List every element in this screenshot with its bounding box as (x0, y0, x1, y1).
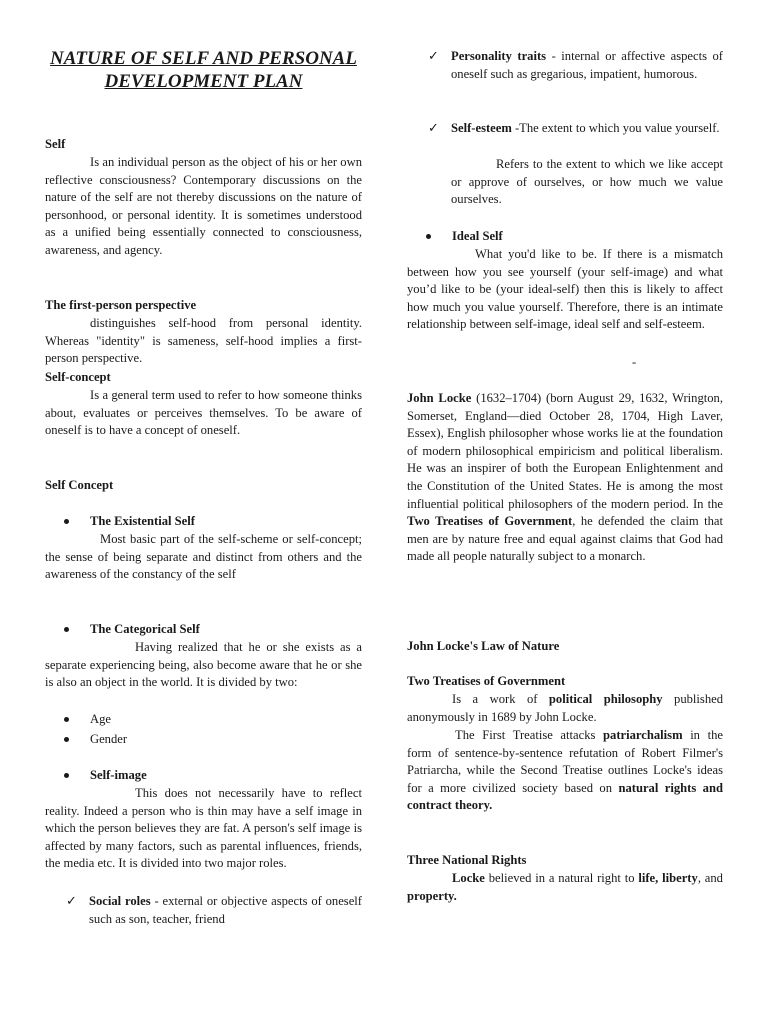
self-image-label: Self-image (90, 768, 147, 782)
ttg-p2-a: The First Treatise attacks (455, 728, 604, 742)
self-esteem-text (451, 120, 723, 138)
two-treatises-bold: Two Treatises of Government (407, 514, 573, 529)
rights-c: life, liberty (638, 871, 698, 885)
age-label: Age (90, 712, 111, 726)
self-concept-section-heading: Self Concept (45, 478, 114, 492)
checkmark-icon: ✓ (66, 894, 77, 909)
ttg-p2-c: in the form of sentence-by-sentence refutation of Robert Filmer's Patriarcha, while the Second Treatise outlines Locke's ideas for a more civilized society based on (407, 728, 723, 795)
rights-b: believed in a natural right to (484, 871, 639, 885)
bullet-icon (64, 717, 69, 722)
checkmark-icon: ✓ (428, 49, 439, 64)
self-concept-heading: Self-concept (45, 370, 111, 384)
john-locke-paragraph (407, 390, 723, 566)
personality-traits-body: - internal or affective aspects of oneself such as gregarious, impatient, humorous. (451, 49, 723, 81)
john-locke-name: John Locke (407, 391, 472, 405)
ttg-p1-c: published anonymously in 1689 by John Locke. (407, 692, 723, 724)
first-person-heading: The first-person perspective (45, 298, 197, 312)
bullet-icon (64, 627, 69, 632)
rights-d: , and (697, 871, 723, 885)
three-rights-heading: Three National Rights (407, 853, 527, 867)
ttg-p1-b: political philosophy (548, 692, 663, 706)
first-person-paragraph: distinguishes self-hood from personal identity. Whereas "identity" is sameness, self-hood implies a first-person perspective. (45, 316, 362, 366)
left-column (45, 0, 362, 1024)
law-of-nature-heading: John Locke's Law of Nature (407, 639, 560, 653)
bullet-icon (64, 737, 69, 742)
two-treatises-heading: Two Treatises of Government (407, 674, 566, 688)
existential-self-label: The Existential Self (90, 514, 195, 528)
ttg-p2-b: patriarchalism (603, 728, 683, 742)
categorical-self-label: The Categorical Self (90, 622, 200, 636)
self-image-paragraph: This does not necessarily have to reflect reality. Indeed a person who is thin may have a self image in which the person believes they are fat. A person's self image is affected by many factors, such as parental influences, friends, the media etc. It is divided into two major roles. (45, 786, 362, 871)
john-locke-body-1: (1632–1704) (born August 29, 1632, Wrington, Somerset, England—died October 28, 1704, High Laver, Essex), English philosopher whose works lie at the foundation of modern philosophical empiricism and political liberalism. He was an inspirer of both the European Enlightenment and the Constitution of the United States. He is among the most influential political philosophers of the modern period. In the (407, 391, 723, 511)
self-esteem-body: -The extent to which you value yourself. (511, 121, 720, 135)
rights-e: property. (407, 888, 457, 903)
ttg-p1-a: Is a work of (452, 692, 549, 706)
ideal-self-dash: - (632, 355, 637, 369)
three-rights-paragraph (407, 870, 723, 905)
self-esteem-label: Self-esteem (451, 121, 512, 135)
social-roles-item (45, 893, 362, 929)
social-roles-label: Social roles (89, 894, 151, 908)
right-column (407, 0, 723, 1024)
ideal-self-paragraph: What you'd like to be. If there is a mismatch between how you see yourself (your self-image) and what you’d like to be (your ideal-self) then this is likely to affect how much you value yourself. Therefore, there is an intimate relationship between self-image, ideal self and self-esteem. (407, 247, 723, 332)
two-treatises-paragraph-2 (407, 727, 723, 815)
checkmark-icon: ✓ (428, 121, 439, 136)
personality-traits-text (451, 48, 723, 83)
self-esteem-paragraph: Refers to the extent to which we like accept or approve of ourselves, or how much we value ourselves. (451, 157, 723, 207)
personality-traits-label: Personality traits (451, 49, 547, 63)
social-roles-text (89, 893, 362, 928)
two-treatises-paragraph-1 (407, 691, 723, 726)
categorical-self-paragraph: Having realized that he or she exists as a separate experiencing being, also become aware that he or she is also an object in the world. It is divided by two: (45, 640, 362, 690)
ideal-self-label: Ideal Self (452, 229, 503, 243)
bullet-icon (64, 519, 69, 524)
self-paragraph: Is an individual person as the object of his or her own reflective consciousness? Contemporary discussions on the nature of the self are not thereby discussions on the nature of personhood, or personal identity. It is sometimes understood as a unified being essentially connected to consciousness, awareness, and agency. (45, 155, 362, 257)
document-title: NATURE OF SELF AND PERSONAL DEVELOPMENT PLAN (50, 48, 357, 92)
bullet-icon (426, 234, 431, 239)
self-concept-paragraph: Is a general term used to refer to how someone thinks about, evaluates or perceives themselves. To be aware of oneself is to have a concept of oneself. (45, 388, 362, 438)
ttg-p2-d: natural rights and contract theory. (407, 780, 723, 813)
social-roles-body: - external or objective aspects of oneself such as son, teacher, friend (89, 894, 362, 926)
john-locke-body-2: , he defended the claim that men are by nature free and equal against claims that God had made all people naturally subject to a monarch. (407, 514, 724, 564)
gender-label: Gender (90, 732, 128, 746)
bullet-icon (64, 773, 69, 778)
self-heading: Self (45, 137, 66, 151)
existential-self-paragraph: Most basic part of the self-scheme or self-concept; the sense of being separate and distinct from others and the awareness of the constancy of the self (45, 532, 362, 582)
rights-a: Locke (452, 871, 485, 885)
